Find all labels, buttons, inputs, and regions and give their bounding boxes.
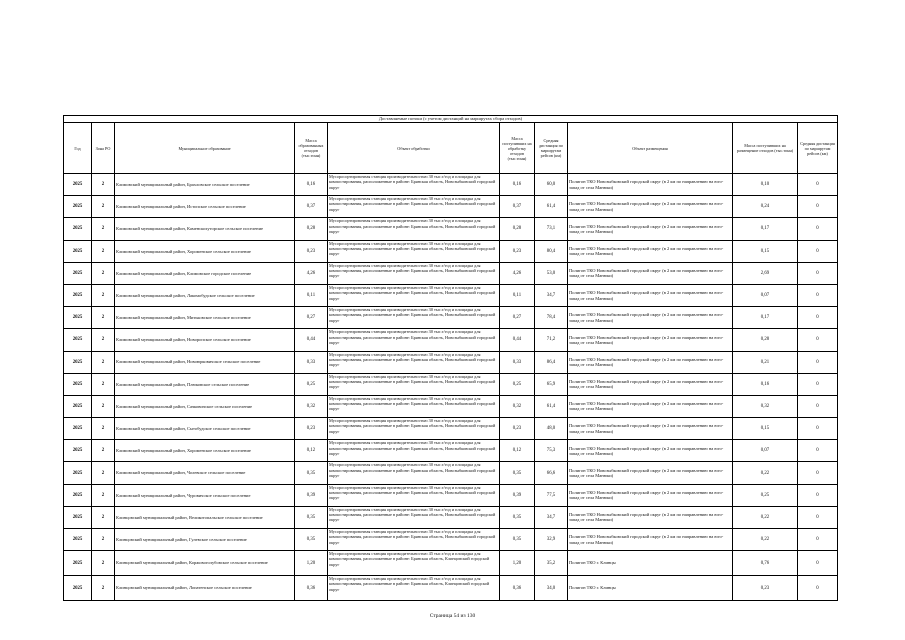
cell-municipality: Климовский муниципальный район, Плюковское сельское поселение — [115, 373, 295, 395]
cell-mass-to-placement: 0,24 — [733, 196, 798, 218]
col-header-municipality: Муниципальное образование — [115, 123, 295, 174]
cell-avg-distance-placement: 0 — [798, 576, 838, 601]
cell-zone: 2 — [92, 395, 115, 417]
cell-mass-generated: 0,25 — [295, 373, 328, 395]
cell-year: 2025 — [64, 373, 92, 395]
cell-avg-distance-processing: 34,7 — [535, 506, 568, 528]
cell-mass-to-placement: 0,15 — [733, 418, 798, 440]
cell-placement-object: Полигон ТКО Новозыбковский городской округ (в 2 км по направлению на юго-запад от села Манюки) — [568, 395, 733, 417]
cell-processing-object: Мусоросортировочная станция производительностью 30 тыс.т/год и площадка для компостирования, расположенные в районе: Брянская область, Новозыбковский городской округ — [328, 440, 500, 462]
cell-municipality: Климовский муниципальный район, Лакомобудское сельское поселение — [115, 284, 295, 306]
cell-mass-to-placement: 0,16 — [733, 373, 798, 395]
table-row — [64, 395, 838, 417]
table-row — [64, 418, 838, 440]
cell-zone: 2 — [92, 462, 115, 484]
cell-avg-distance-placement: 0 — [798, 351, 838, 373]
cell-mass-generated: 0,37 — [295, 196, 328, 218]
cell-mass-to-placement: 0,23 — [733, 576, 798, 601]
col-header-avg-distance-placement: Средняя дистанция по маршрутам рейсов (км) — [798, 123, 838, 174]
cell-placement-object: Полигон ТКО Новозыбковский городской округ (в 2 км по направлению на юго-запад от села Манюки) — [568, 418, 733, 440]
cell-avg-distance-processing: 65,9 — [535, 373, 568, 395]
cell-zone: 2 — [92, 240, 115, 262]
cell-mass-to-processing: 0,11 — [500, 284, 535, 306]
cell-zone: 2 — [92, 329, 115, 351]
cell-zone: 2 — [92, 551, 115, 576]
cell-mass-to-placement: 0,17 — [733, 218, 798, 240]
cell-mass-to-processing: 0,35 — [500, 462, 535, 484]
cell-avg-distance-processing: 73,1 — [535, 218, 568, 240]
cell-placement-object: Полигон ТКО Новозыбковский городской округ (в 2 км по направлению на юго-запад от села Манюки) — [568, 240, 733, 262]
cell-processing-object: Мусоросортировочная станция производительностью 30 тыс.т/год и площадка для компостирования, расположенные в районе: Брянская область, Новозыбковский городской округ — [328, 418, 500, 440]
cell-year: 2025 — [64, 284, 92, 306]
cell-processing-object: Мусоросортировочная станция производительностью 30 тыс.т/год и площадка для компостирования, расположенные в районе: Брянская область, Новозыбковский городской округ — [328, 506, 500, 528]
cell-mass-to-placement: 0,07 — [733, 440, 798, 462]
cell-processing-object: Мусоросортировочная станция производительностью 30 тыс.т/год и площадка для компостирования, расположенные в районе: Брянская область, Новозыбковский городской округ — [328, 218, 500, 240]
cell-mass-to-processing: 0,12 — [500, 440, 535, 462]
cell-mass-to-placement: 0,10 — [733, 174, 798, 196]
cell-avg-distance-placement: 0 — [798, 262, 838, 284]
cell-year: 2025 — [64, 418, 92, 440]
cell-processing-object: Мусоросортировочная станция производительностью 30 тыс.т/год и площадка для компостирования, расположенные в районе: Брянская область, Новозыбковский городской округ — [328, 529, 500, 551]
cell-avg-distance-placement: 0 — [798, 174, 838, 196]
document-sheet — [63, 115, 837, 601]
cell-avg-distance-placement: 0 — [798, 218, 838, 240]
cell-municipality: Климовский муниципальный район, Митьковское сельское поселение — [115, 307, 295, 329]
cell-municipality: Климовский муниципальный район, Новоропское сельское поселение — [115, 329, 295, 351]
cell-avg-distance-placement: 0 — [798, 506, 838, 528]
cell-municipality: Клинцовский муниципальный район, Лопатенское сельское поселение — [115, 576, 295, 601]
cell-mass-generated: 0,32 — [295, 395, 328, 417]
cell-processing-object: Мусоросортировочная станция производительностью 30 тыс.т/год и площадка для компостирования, расположенные в районе: Брянская область, Новозыбковский городской округ — [328, 351, 500, 373]
cell-year: 2025 — [64, 440, 92, 462]
cell-mass-to-placement: 0,22 — [733, 462, 798, 484]
cell-mass-generated: 0,44 — [295, 329, 328, 351]
table-row — [64, 351, 838, 373]
cell-zone: 2 — [92, 440, 115, 462]
cell-avg-distance-processing: 61,4 — [535, 196, 568, 218]
cell-placement-object: Полигон ТКО Новозыбковский городской округ (в 2 км по направлению на юго-запад от села Манюки) — [568, 506, 733, 528]
table-caption: Доставляемые потоки (с учетом дистанций на маршрутах сбора отходов) — [64, 116, 838, 123]
cell-mass-to-processing: 0,35 — [500, 529, 535, 551]
table-row — [64, 551, 838, 576]
cell-placement-object: Полигон ТКО г. Клинцы — [568, 576, 733, 601]
cell-mass-to-placement: 0,15 — [733, 240, 798, 262]
cell-placement-object: Полигон ТКО Новозыбковский городской округ (в 2 км по направлению на юго-запад от села Манюки) — [568, 284, 733, 306]
cell-placement-object: Полигон ТКО г. Клинцы — [568, 551, 733, 576]
cell-municipality: Клинцовский муниципальный район, Великотопальское сельское поселение — [115, 506, 295, 528]
cell-processing-object: Мусоросортировочная станция производительностью 45 тыс.т/год и площадка для компостирования, расположенные в районе: Брянская область, Клинцовский городской округ — [328, 551, 500, 576]
table-row — [64, 240, 838, 262]
col-header-mass-to-placement: Масса поступивших на размещение отходов (тыс.тонн) — [733, 123, 798, 174]
cell-municipality: Клинцовский муниципальный район, Гулевское сельское поселение — [115, 529, 295, 551]
cell-placement-object: Полигон ТКО Новозыбковский городской округ (в 2 км по направлению на юго-запад от села Манюки) — [568, 329, 733, 351]
cell-processing-object: Мусоросортировочная станция производительностью 30 тыс.т/год и площадка для компостирования, расположенные в районе: Брянская область, Новозыбковский городской округ — [328, 484, 500, 506]
col-header-mass-to-processing: Масса поступивших на обработку отходов (тыс.тонн) — [500, 123, 535, 174]
cell-placement-object: Полигон ТКО Новозыбковский городской округ (в 2 км по направлению на юго-запад от села Манюки) — [568, 196, 733, 218]
cell-zone: 2 — [92, 218, 115, 240]
cell-mass-generated: 0,39 — [295, 484, 328, 506]
col-header-avg-distance-processing: Средняя дистанция по маршрутам рейсов (км) — [535, 123, 568, 174]
table-row — [64, 462, 838, 484]
cell-zone: 2 — [92, 284, 115, 306]
cell-municipality: Климовский муниципальный район, Сытобудское сельское поселение — [115, 418, 295, 440]
cell-placement-object: Полигон ТКО Новозыбковский городской округ (в 2 км по направлению на юго-запад от села Манюки) — [568, 462, 733, 484]
cell-municipality: Климовский муниципальный район, Истопское сельское поселение — [115, 196, 295, 218]
cell-mass-to-placement: 2,69 — [733, 262, 798, 284]
cell-mass-to-placement: 0,22 — [733, 529, 798, 551]
table-row — [64, 174, 838, 196]
cell-municipality: Климовский муниципальный район, Сачковичское сельское поселение — [115, 395, 295, 417]
cell-avg-distance-processing: 86,4 — [535, 351, 568, 373]
cell-avg-distance-placement: 0 — [798, 462, 838, 484]
cell-mass-to-processing: 0,39 — [500, 484, 535, 506]
cell-processing-object: Мусоросортировочная станция производительностью 30 тыс.т/год и площадка для компостирования, расположенные в районе: Брянская область, Новозыбковский городской округ — [328, 329, 500, 351]
cell-mass-to-processing: 4,26 — [500, 262, 535, 284]
table-row — [64, 484, 838, 506]
cell-mass-to-placement: 0,22 — [733, 506, 798, 528]
cell-placement-object: Полигон ТКО Новозыбковский городской округ (в 2 км по направлению на юго-запад от села Манюки) — [568, 484, 733, 506]
cell-zone: 2 — [92, 529, 115, 551]
cell-year: 2025 — [64, 307, 92, 329]
cell-year: 2025 — [64, 262, 92, 284]
cell-mass-generated: 0,33 — [295, 351, 328, 373]
cell-avg-distance-placement: 0 — [798, 418, 838, 440]
cell-year: 2025 — [64, 529, 92, 551]
cell-zone: 2 — [92, 262, 115, 284]
cell-mass-generated: 0,35 — [295, 506, 328, 528]
col-header-placement-object: Объект размещения — [568, 123, 733, 174]
cell-zone: 2 — [92, 418, 115, 440]
cell-mass-to-placement: 0,32 — [733, 395, 798, 417]
cell-mass-to-processing: 0,23 — [500, 418, 535, 440]
cell-avg-distance-processing: 77,5 — [535, 484, 568, 506]
cell-avg-distance-processing: 60,0 — [535, 174, 568, 196]
cell-municipality: Климовский муниципальный район, Каменскохуторское сельское поселение — [115, 218, 295, 240]
cell-mass-generated: 0,23 — [295, 240, 328, 262]
cell-placement-object: Полигон ТКО Новозыбковский городской округ (в 2 км по направлению на юго-запад от села Манюки) — [568, 373, 733, 395]
cell-processing-object: Мусоросортировочная станция производительностью 30 тыс.т/год и площадка для компостирования, расположенные в районе: Брянская область, Новозыбковский городской округ — [328, 395, 500, 417]
cell-avg-distance-placement: 0 — [798, 551, 838, 576]
cell-municipality: Климовский муниципальный район, Брахловское сельское поселение — [115, 174, 295, 196]
cell-year: 2025 — [64, 484, 92, 506]
cell-mass-to-placement: 0,76 — [733, 551, 798, 576]
table-row — [64, 262, 838, 284]
cell-municipality: Климовский муниципальный район, Климовское городское поселение — [115, 262, 295, 284]
cell-municipality: Климовский муниципальный район, Чолевское сельское поселение — [115, 462, 295, 484]
cell-mass-to-processing: 0,36 — [500, 576, 535, 601]
table-row — [64, 576, 838, 601]
cell-processing-object: Мусоросортировочная станция производительностью 45 тыс.т/год и площадка для компостирования, расположенные в районе: Брянская область, Клинцовский городской округ — [328, 576, 500, 601]
cell-mass-to-placement: 0,25 — [733, 484, 798, 506]
cell-processing-object: Мусоросортировочная станция производительностью 30 тыс.т/год и площадка для компостирования, расположенные в районе: Брянская область, Новозыбковский городской округ — [328, 284, 500, 306]
col-header-processing-object: Объект обработки — [328, 123, 500, 174]
cell-avg-distance-processing: 48,0 — [535, 418, 568, 440]
cell-zone: 2 — [92, 373, 115, 395]
table-row — [64, 506, 838, 528]
cell-placement-object: Полигон ТКО Новозыбковский городской округ (в 2 км по направлению на юго-запад от села Манюки) — [568, 262, 733, 284]
cell-mass-to-processing: 0,23 — [500, 240, 535, 262]
table-row — [64, 307, 838, 329]
cell-placement-object: Полигон ТКО Новозыбковский городской округ (в 2 км по направлению на юго-запад от села Манюки) — [568, 218, 733, 240]
caption-row — [64, 116, 838, 123]
cell-placement-object: Полигон ТКО Новозыбковский городской округ (в 2 км по направлению на юго-запад от села Манюки) — [568, 529, 733, 551]
cell-avg-distance-processing: 34,7 — [535, 284, 568, 306]
cell-placement-object: Полигон ТКО Новозыбковский городской округ (в 2 км по направлению на юго-запад от села Манюки) — [568, 351, 733, 373]
cell-mass-to-processing: 0,32 — [500, 395, 535, 417]
cell-avg-distance-processing: 78,4 — [535, 307, 568, 329]
cell-avg-distance-processing: 75,3 — [535, 440, 568, 462]
col-header-zone: Зона РО — [92, 123, 115, 174]
cell-avg-distance-placement: 0 — [798, 529, 838, 551]
cell-processing-object: Мусоросортировочная станция производительностью 30 тыс.т/год и площадка для компостирования, расположенные в районе: Брянская область, Новозыбковский городской округ — [328, 196, 500, 218]
cell-avg-distance-processing: 32,9 — [535, 529, 568, 551]
cell-placement-object: Полигон ТКО Новозыбковский городской округ (в 2 км по направлению на юго-запад от села Манюки) — [568, 307, 733, 329]
cell-processing-object: Мусоросортировочная станция производительностью 30 тыс.т/год и площадка для компостирования, расположенные в районе: Брянская область, Новозыбковский городской округ — [328, 373, 500, 395]
cell-avg-distance-placement: 0 — [798, 240, 838, 262]
cell-avg-distance-placement: 0 — [798, 373, 838, 395]
cell-year: 2025 — [64, 395, 92, 417]
cell-placement-object: Полигон ТКО Новозыбковский городской округ (в 2 км по направлению на юго-запад от села Манюки) — [568, 174, 733, 196]
cell-year: 2025 — [64, 462, 92, 484]
cell-year: 2025 — [64, 174, 92, 196]
cell-year: 2025 — [64, 218, 92, 240]
cell-municipality: Климовский муниципальный район, Чуровичское сельское поселение — [115, 484, 295, 506]
table-row — [64, 218, 838, 240]
cell-mass-to-processing: 0,16 — [500, 174, 535, 196]
cell-year: 2025 — [64, 551, 92, 576]
cell-avg-distance-placement: 0 — [798, 395, 838, 417]
cell-year: 2025 — [64, 576, 92, 601]
cell-zone: 2 — [92, 576, 115, 601]
cell-avg-distance-placement: 0 — [798, 196, 838, 218]
cell-mass-generated: 0,27 — [295, 307, 328, 329]
cell-avg-distance-placement: 0 — [798, 284, 838, 306]
cell-year: 2025 — [64, 240, 92, 262]
cell-processing-object: Мусоросортировочная станция производительностью 30 тыс.т/год и площадка для компостирования, расположенные в районе: Брянская область, Новозыбковский городской округ — [328, 262, 500, 284]
table-row — [64, 529, 838, 551]
table-row — [64, 196, 838, 218]
cell-zone: 2 — [92, 174, 115, 196]
cell-placement-object: Полигон ТКО Новозыбковский городской округ (в 2 км по направлению на юго-запад от села Манюки) — [568, 440, 733, 462]
cell-zone: 2 — [92, 484, 115, 506]
cell-mass-generated: 0,36 — [295, 576, 328, 601]
cell-mass-to-placement: 0,21 — [733, 351, 798, 373]
page-number: Страница 54 из 130 — [429, 613, 476, 619]
cell-processing-object: Мусоросортировочная станция производительностью 30 тыс.т/год и площадка для компостирования, расположенные в районе: Брянская область, Новозыбковский городской округ — [328, 240, 500, 262]
cell-mass-to-processing: 0,25 — [500, 373, 535, 395]
cell-mass-to-processing: 1,20 — [500, 551, 535, 576]
cell-mass-to-processing: 0,37 — [500, 196, 535, 218]
flows-table — [63, 115, 838, 601]
cell-zone: 2 — [92, 351, 115, 373]
cell-mass-generated: 0,11 — [295, 284, 328, 306]
cell-avg-distance-processing: 80,4 — [535, 240, 568, 262]
cell-mass-to-processing: 0,44 — [500, 329, 535, 351]
cell-avg-distance-processing: 66,6 — [535, 462, 568, 484]
header-row — [64, 123, 838, 174]
col-header-year: Год — [64, 123, 92, 174]
table-row — [64, 440, 838, 462]
cell-year: 2025 — [64, 196, 92, 218]
cell-processing-object: Мусоросортировочная станция производительностью 30 тыс.т/год и площадка для компостирования, расположенные в районе: Брянская область, Новозыбковский городской округ — [328, 174, 500, 196]
cell-municipality: Климовский муниципальный район, Хороменское сельское поселение — [115, 440, 295, 462]
cell-year: 2025 — [64, 506, 92, 528]
cell-avg-distance-placement: 0 — [798, 329, 838, 351]
cell-year: 2025 — [64, 351, 92, 373]
cell-avg-distance-processing: 35,2 — [535, 551, 568, 576]
cell-mass-generated: 0,16 — [295, 174, 328, 196]
cell-mass-generated: 0,23 — [295, 418, 328, 440]
cell-mass-generated: 4,26 — [295, 262, 328, 284]
cell-avg-distance-placement: 0 — [798, 440, 838, 462]
cell-mass-to-placement: 0,17 — [733, 307, 798, 329]
cell-avg-distance-processing: 34,0 — [535, 576, 568, 601]
table-row — [64, 373, 838, 395]
cell-mass-generated: 0,35 — [295, 462, 328, 484]
cell-municipality: Климовский муниципальный район, Хороменское сельское поселение — [115, 240, 295, 262]
cell-zone: 2 — [92, 196, 115, 218]
cell-mass-to-placement: 0,28 — [733, 329, 798, 351]
cell-avg-distance-placement: 0 — [798, 484, 838, 506]
cell-mass-generated: 1,20 — [295, 551, 328, 576]
cell-avg-distance-processing: 53,0 — [535, 262, 568, 284]
cell-avg-distance-placement: 0 — [798, 307, 838, 329]
cell-year: 2025 — [64, 329, 92, 351]
cell-mass-generated: 0,35 — [295, 529, 328, 551]
cell-mass-generated: 0,28 — [295, 218, 328, 240]
cell-zone: 2 — [92, 307, 115, 329]
cell-zone: 2 — [92, 506, 115, 528]
table-row — [64, 284, 838, 306]
cell-mass-to-processing: 0,28 — [500, 218, 535, 240]
cell-municipality: Клинцовский муниципальный район, Коржовоголубовское сельское поселение — [115, 551, 295, 576]
cell-processing-object: Мусоросортировочная станция производительностью 30 тыс.т/год и площадка для компостирования, расположенные в районе: Брянская область, Новозыбковский городской округ — [328, 307, 500, 329]
cell-avg-distance-processing: 61,4 — [535, 395, 568, 417]
cell-mass-to-processing: 0,27 — [500, 307, 535, 329]
cell-avg-distance-processing: 71,2 — [535, 329, 568, 351]
cell-mass-to-placement: 0,07 — [733, 284, 798, 306]
col-header-mass-generated: Масса образованных отходов (тыс.тонн) — [295, 123, 328, 174]
cell-mass-to-processing: 0,33 — [500, 351, 535, 373]
cell-municipality: Климовский муниципальный район, Новоюрковичское сельское поселение — [115, 351, 295, 373]
cell-processing-object: Мусоросортировочная станция производительностью 30 тыс.т/год и площадка для компостирования, расположенные в районе: Брянская область, Новозыбковский городской округ — [328, 462, 500, 484]
cell-mass-generated: 0,12 — [295, 440, 328, 462]
table-row — [64, 329, 838, 351]
cell-mass-to-processing: 0,35 — [500, 506, 535, 528]
